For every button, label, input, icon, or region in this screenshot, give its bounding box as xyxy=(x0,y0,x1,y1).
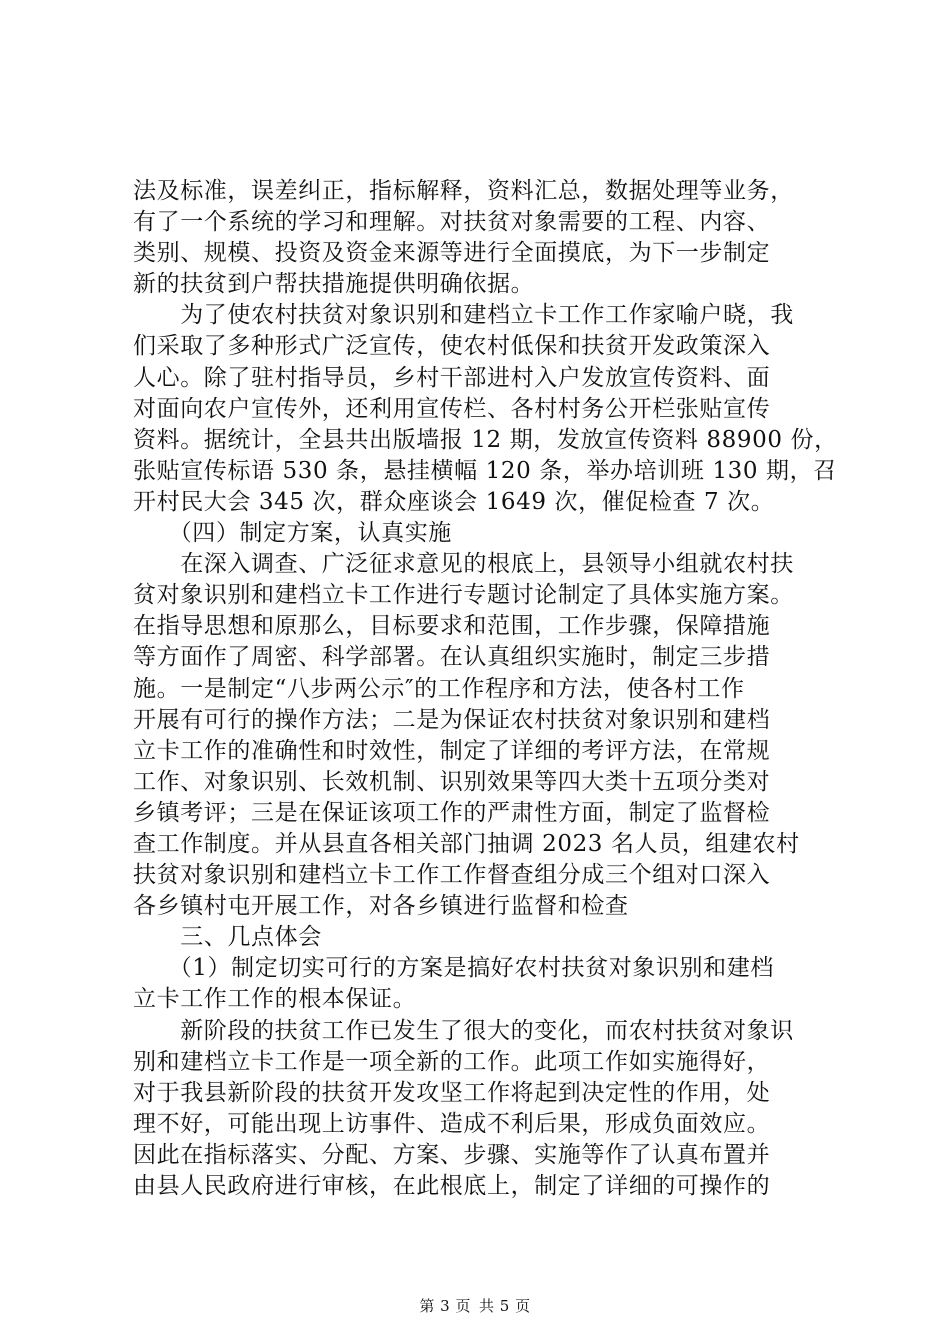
text-line: 立卡工作工作的根本保证。 xyxy=(133,986,417,1013)
text-line: 等方面作了周密、科学部署。在认真组织实施时，制定三步措 xyxy=(133,644,771,671)
text-line: 别和建档立卡工作是一项全新的工作。此项工作如实施得好， xyxy=(133,1048,771,1075)
text-line: 类别、规模、投资及资金来源等进行全面摸底，为下一步制定 xyxy=(133,240,771,267)
text-line: 有了一个系统的学习和理解。对扶贫对象需要的工程、内容、 xyxy=(133,209,771,236)
text-line: 开展有可行的操作方法；二是为保证农村扶贫对象识别和建档 xyxy=(133,706,771,733)
current-page-number: 第 3 页 xyxy=(419,1297,471,1315)
text-line: 由县人民政府进行审核，在此根底上，制定了详细的可操作的 xyxy=(133,1173,771,1199)
page-footer xyxy=(0,1295,950,1316)
section-heading: 三、几点体会 xyxy=(133,924,322,951)
text-line: 工作、对象识别、长效机制、识别效果等四大类十五项分类对 xyxy=(133,768,771,795)
text-line: 开村民大会 345 次，群众座谈会 1649 次，催促检查 7 次。 xyxy=(133,488,775,515)
total-pages: 共 5 页 xyxy=(479,1297,531,1315)
text-line: 在指导思想和原那么，目标要求和范围，工作步骤，保障措施 xyxy=(133,613,771,640)
text-line: 扶贫对象识别和建档立卡工作工作督查组分成三个组对口深入 xyxy=(133,862,771,889)
text-line: 因此在指标落实、分配、方案、步骤、实施等作了认真布置并 xyxy=(133,1141,771,1168)
text-line: 为了使农村扶贫对象识别和建档立卡工作工作家喻户晓，我 xyxy=(133,302,794,329)
text-line: 乡镇考评；三是在保证该项工作的严肃性方面，制定了监督检 xyxy=(133,799,771,826)
text-line: 贫对象识别和建档立卡工作进行专题讨论制定了具体实施方案。 xyxy=(133,582,794,609)
text-line: 查工作制度。并从县直各相关部门抽调 2023 名人员，组建农村 xyxy=(133,830,800,857)
text-line: 张贴宣传标语 530 条，悬挂横幅 120 条，举办培训班 130 期，召 xyxy=(133,457,837,484)
section-heading: （四）制定方案，认真实施 xyxy=(133,520,452,547)
text-line: 在深入调查、广泛征求意见的根底上，县领导小组就农村扶 xyxy=(133,551,794,578)
text-line: 各乡镇村屯开展工作，对各乡镇进行监督和检查 xyxy=(133,893,629,920)
text-line: 施。一是制定“八步两公示″的工作程序和方法，使各村工作 xyxy=(133,675,745,702)
text-line: 们采取了多种形式广泛宣传，使农村低保和扶贫开发政策深入 xyxy=(133,333,771,360)
text-line: 对于我县新阶段的扶贫开发攻坚工作将起到决定性的作用，处 xyxy=(133,1079,771,1106)
text-line: 法及标准，误差纠正，指标解释，资料汇总，数据处理等业务， xyxy=(133,178,794,204)
text-line: 新阶段的扶贫工作已发生了很大的变化，而农村扶贫对象识 xyxy=(133,1017,794,1044)
text-line: 人心。除了驻村指导员，乡村干部进村入户发放宣传资料、面 xyxy=(133,364,771,391)
text-line: 资料。据统计，全县共出版墙报 12 期，发放宣传资料 88900 份， xyxy=(133,426,838,453)
text-line: 立卡工作的准确性和时效性，制定了详细的考评方法，在常规 xyxy=(133,737,771,764)
body-text xyxy=(133,176,838,1202)
text-line: 理不好，可能出现上访事件、造成不利后果，形成负面效应。 xyxy=(133,1110,771,1137)
text-line: 新的扶贫到户帮扶措施提供明确依据。 xyxy=(133,271,535,298)
text-line: 对面向农户宣传外，还利用宣传栏、各村村务公开栏张贴宣传 xyxy=(133,395,771,422)
subsection-heading: （1）制定切实可行的方案是搞好农村扶贫对象识别和建档 xyxy=(133,955,774,982)
